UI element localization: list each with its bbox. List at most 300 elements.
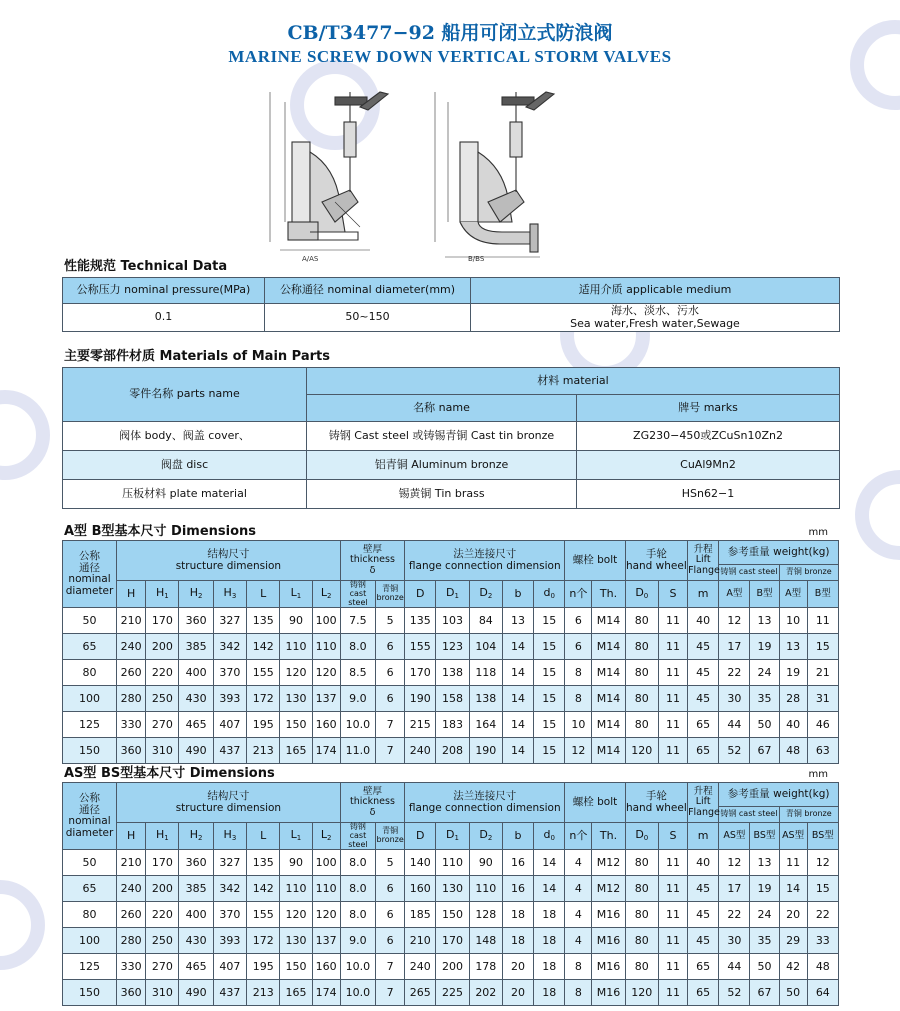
table-cell: 407: [213, 712, 246, 738]
symbol: D: [416, 829, 425, 843]
table-cell: 265: [405, 980, 436, 1006]
table-cell: 8: [565, 660, 592, 686]
table-row: [63, 954, 839, 980]
table-cell: 342: [213, 634, 246, 660]
col-c_b: [502, 823, 533, 850]
table-cell: 213: [247, 980, 280, 1006]
subscript: 0: [643, 592, 649, 601]
table-cell: 11: [658, 980, 687, 1006]
dims-asbs-heading: AS型 BS型基本尺寸 Dimensions: [64, 766, 275, 781]
table-row: [63, 738, 839, 764]
flange-en: flange connection dimension: [408, 801, 561, 814]
table-cell: 18: [534, 954, 565, 980]
col-c_Th: [592, 581, 625, 608]
table-cell: 385: [179, 634, 213, 660]
table-cell: 360: [117, 738, 146, 764]
bronze-thickness-header: [376, 823, 405, 850]
symbol: H: [155, 586, 165, 600]
table-cell: 178: [469, 954, 502, 980]
table-cell: 110: [469, 876, 502, 902]
table-cell: 45: [688, 876, 719, 902]
table-cell: 8: [565, 686, 592, 712]
symbol: d: [543, 586, 551, 600]
table-cell: 29: [779, 928, 807, 954]
bronze-en: bronze: [376, 835, 404, 845]
table-cell: 120: [312, 902, 340, 928]
table-row: [63, 850, 839, 876]
table-cell: 170: [405, 660, 436, 686]
table-cell: 48: [779, 738, 807, 764]
table-cell: 17: [719, 634, 750, 660]
table-cell: 210: [117, 850, 146, 876]
table-cell: 120: [280, 660, 312, 686]
table-cell: M12: [592, 850, 625, 876]
material-part: 压板材料 plate material: [63, 480, 307, 509]
table-cell: 16: [502, 850, 533, 876]
thickness-en: thickness: [350, 554, 395, 566]
table-cell: 6: [565, 634, 592, 660]
table-cell: 280: [117, 686, 146, 712]
weight-type-header: [807, 581, 838, 608]
symbol: D: [635, 586, 644, 600]
table-cell: 125: [63, 954, 117, 980]
subscript: 3: [231, 592, 237, 601]
symbol: S: [669, 587, 677, 601]
table-row: [63, 902, 839, 928]
weight-type: AS型: [782, 829, 805, 841]
medium-cn: 海水、淡水、污水: [611, 304, 699, 318]
subscript: 2: [198, 592, 203, 601]
table-cell: 437: [213, 980, 246, 1006]
table-cell: 15: [534, 686, 565, 712]
table-cell: 140: [405, 850, 436, 876]
table-cell: 11: [658, 686, 687, 712]
symbol: D: [446, 828, 455, 842]
col-c_L2: [312, 823, 340, 850]
table-cell: 4: [565, 876, 592, 902]
table-cell: 50: [63, 850, 117, 876]
table-cell: 15: [534, 712, 565, 738]
col-c_S: [658, 823, 687, 850]
table-cell: 8: [565, 980, 592, 1006]
cast-steel-thickness-header: [340, 823, 375, 850]
drawing-label-b: B/BS: [468, 255, 485, 263]
symbol: D: [446, 586, 455, 600]
table-cell: 8.0: [340, 902, 375, 928]
table-cell: 120: [312, 660, 340, 686]
lift-flange: Flange: [688, 564, 720, 576]
table-cell: M16: [592, 928, 625, 954]
table-cell: 65: [688, 954, 719, 980]
material-marks: HSn62−1: [577, 480, 840, 509]
table-cell: 13: [779, 634, 807, 660]
pressure-header: 公称压力 nominal pressure(MPa): [63, 278, 265, 304]
subscript: 2: [487, 592, 493, 601]
table-cell: 6: [376, 902, 405, 928]
table-cell: 110: [280, 876, 312, 902]
subscript: 1: [454, 834, 459, 843]
symbol: n个: [569, 829, 588, 843]
bolt-label: 螺栓 bolt: [572, 795, 618, 808]
symbol: b: [514, 829, 522, 843]
table-cell: 40: [688, 608, 719, 634]
table-cell: 120: [625, 738, 658, 764]
table-cell: 52: [719, 738, 750, 764]
table-cell: 208: [436, 738, 469, 764]
table-cell: 213: [247, 738, 280, 764]
table-cell: M12: [592, 876, 625, 902]
symbol: L: [320, 586, 327, 600]
table-cell: 33: [807, 928, 838, 954]
table-row: [63, 712, 839, 738]
table-cell: 14: [502, 686, 533, 712]
table-cell: 80: [625, 902, 658, 928]
col-c_D: [405, 823, 436, 850]
cast-steel-en: cast steel: [348, 588, 368, 607]
dims-ab-unit: mm: [808, 527, 828, 538]
bolt-label: 螺栓 bolt: [572, 553, 618, 566]
subscript: 0: [550, 834, 555, 843]
table-cell: 210: [405, 928, 436, 954]
lift-header: [688, 783, 719, 823]
table-cell: 80: [63, 660, 117, 686]
title-chinese: CB/T3477−92 船用可闭立式防浪阀: [287, 22, 613, 44]
table-cell: 123: [436, 634, 469, 660]
table-cell: 80: [625, 954, 658, 980]
materials-heading: 主要零部件材质 Materials of Main Parts: [64, 349, 330, 364]
col-c_D1: [436, 823, 469, 850]
symbol: H: [189, 828, 199, 842]
table-cell: 11.0: [340, 738, 375, 764]
col-c_H2: [179, 581, 213, 608]
col-c_H2: [179, 823, 213, 850]
table-cell: 90: [280, 850, 312, 876]
col-c_H: [117, 581, 146, 608]
materials-table: [62, 367, 840, 509]
symbol: Th.: [599, 587, 618, 601]
table-cell: 14: [502, 712, 533, 738]
table-cell: 45: [688, 928, 719, 954]
table-cell: 22: [719, 902, 750, 928]
table-cell: 310: [146, 980, 179, 1006]
table-cell: 342: [213, 876, 246, 902]
table-cell: 155: [405, 634, 436, 660]
table-cell: 65: [688, 738, 719, 764]
col-c_S: [658, 581, 687, 608]
table-cell: 12: [719, 608, 750, 634]
thickness-cn: 壁厚: [362, 785, 382, 797]
table-row: [63, 608, 839, 634]
table-cell: 120: [280, 902, 312, 928]
table-cell: 42: [779, 954, 807, 980]
table-cell: 100: [312, 850, 340, 876]
subscript: 2: [487, 834, 493, 843]
subscript: 2: [198, 834, 203, 843]
table-cell: 9.0: [340, 928, 375, 954]
material-name: 铸钢 Cast steel 或铸锡青铜 Cast tin bronze: [307, 422, 577, 451]
table-cell: 6: [376, 634, 405, 660]
col-c_L2: [312, 581, 340, 608]
table-cell: 18: [534, 928, 565, 954]
table-cell: 160: [405, 876, 436, 902]
table-cell: 100: [312, 608, 340, 634]
table-cell: 11: [658, 850, 687, 876]
table-cell: 11: [658, 660, 687, 686]
table-cell: 6: [565, 608, 592, 634]
weight-type: B型: [814, 587, 831, 599]
table-cell: 393: [213, 686, 246, 712]
table-cell: 11: [658, 712, 687, 738]
symbol: m: [697, 829, 709, 843]
bronze-thickness-header: [376, 581, 405, 608]
valve-drawing-a: [270, 92, 388, 250]
weight-label: 参考重量 weight(kg): [727, 545, 830, 558]
bolt-header: [565, 541, 625, 581]
table-cell: 13: [502, 608, 533, 634]
table-cell: 80: [625, 608, 658, 634]
table-cell: 5: [376, 850, 405, 876]
table-cell: 260: [117, 902, 146, 928]
table-cell: 35: [750, 686, 779, 712]
table-cell: 155: [247, 902, 280, 928]
table-cell: M14: [592, 634, 625, 660]
cast-steel-header: [719, 807, 779, 823]
lift-cn: 升程: [693, 785, 713, 797]
table-cell: 11: [779, 850, 807, 876]
material-header: 材料 material: [307, 368, 840, 395]
symbol: H: [126, 587, 136, 601]
symbol: L: [290, 828, 297, 842]
cast-steel-header: [719, 565, 779, 581]
table-cell: 110: [312, 876, 340, 902]
table-cell: 11: [658, 928, 687, 954]
cast-steel-label: 铸钢 cast steel: [720, 809, 778, 819]
table-cell: 7: [376, 712, 405, 738]
symbol: b: [514, 587, 522, 601]
table-cell: 15: [807, 876, 838, 902]
table-cell: 45: [688, 686, 719, 712]
weight-type-header: [719, 581, 750, 608]
table-cell: 45: [688, 660, 719, 686]
table-cell: 150: [63, 980, 117, 1006]
table-cell: 80: [625, 660, 658, 686]
table-cell: M14: [592, 738, 625, 764]
table-cell: 22: [807, 902, 838, 928]
thickness-en: thickness: [350, 796, 395, 808]
weight-type-header: [779, 823, 807, 850]
handwheel-cn: 手轮: [645, 789, 667, 802]
table-cell: 65: [688, 980, 719, 1006]
weight-header: [719, 541, 839, 565]
table-cell: 270: [146, 954, 179, 980]
table-cell: 148: [469, 928, 502, 954]
table-cell: 18: [502, 902, 533, 928]
cast-steel-cn: 铸钢: [349, 580, 366, 589]
table-cell: 150: [436, 902, 469, 928]
weight-type: B型: [756, 587, 773, 599]
table-cell: 18: [534, 980, 565, 1006]
table-cell: 155: [247, 660, 280, 686]
handwheel-header: [625, 541, 687, 581]
table-cell: 18: [534, 902, 565, 928]
table-cell: 138: [436, 660, 469, 686]
table-cell: 170: [146, 850, 179, 876]
weight-type: A型: [726, 587, 743, 599]
table-cell: 80: [63, 902, 117, 928]
weight-type-header: [807, 823, 838, 850]
nominal-cn: 公称: [79, 792, 101, 805]
table-cell: 80: [625, 876, 658, 902]
table-cell: 65: [63, 634, 117, 660]
table-cell: 118: [469, 660, 502, 686]
table-cell: 400: [179, 902, 213, 928]
weight-type-header: [779, 581, 807, 608]
table-cell: 160: [312, 712, 340, 738]
table-cell: 215: [405, 712, 436, 738]
table-cell: 437: [213, 738, 246, 764]
table-cell: 5: [376, 608, 405, 634]
symbol: d: [543, 828, 551, 842]
table-cell: 137: [312, 686, 340, 712]
table-cell: 137: [312, 928, 340, 954]
table-cell: 10: [779, 608, 807, 634]
table-cell: 135: [405, 608, 436, 634]
table-cell: 4: [565, 902, 592, 928]
table-cell: 360: [179, 850, 213, 876]
table-cell: 30: [719, 928, 750, 954]
table-cell: 11: [658, 738, 687, 764]
table-cell: 12: [565, 738, 592, 764]
weight-type-header: [750, 581, 779, 608]
table-cell: 110: [280, 634, 312, 660]
bronze-header: [779, 807, 838, 823]
table-cell: 138: [469, 686, 502, 712]
table-row: [63, 876, 839, 902]
table-cell: M16: [592, 980, 625, 1006]
table-cell: 240: [405, 738, 436, 764]
table-cell: 15: [534, 608, 565, 634]
table-cell: 7.5: [340, 608, 375, 634]
symbol: L: [320, 828, 327, 842]
material-part: 阀体 body、阀盖 cover、: [63, 422, 307, 451]
flange-dimension-header: [405, 541, 565, 581]
cast-steel-label: 铸钢 cast steel: [720, 567, 778, 577]
subscript: 0: [550, 592, 555, 601]
col-c_b: [502, 581, 533, 608]
lift-en: Lift: [695, 796, 711, 808]
table-cell: 183: [436, 712, 469, 738]
table-cell: 67: [750, 738, 779, 764]
nominal-cn2: 通径: [79, 803, 101, 816]
cast-steel-thickness-header: [340, 581, 375, 608]
handwheel-en: hand wheel: [625, 801, 687, 814]
table-cell: 100: [63, 686, 117, 712]
table-cell: 6: [376, 660, 405, 686]
table-cell: 370: [213, 902, 246, 928]
table-cell: 6: [376, 876, 405, 902]
table-cell: 30: [719, 686, 750, 712]
subscript: 1: [296, 592, 302, 601]
flange-cn: 法兰连接尺寸: [453, 547, 517, 560]
table-cell: 6: [376, 928, 405, 954]
subscript: 2: [326, 592, 332, 601]
table-cell: 200: [146, 634, 179, 660]
symbol: L: [290, 586, 297, 600]
marks-header: 牌号 marks: [577, 395, 840, 422]
table-cell: 18: [502, 928, 533, 954]
table-cell: 174: [312, 738, 340, 764]
watermark-logo: [0, 390, 50, 480]
table-cell: 370: [213, 660, 246, 686]
table-cell: 90: [469, 850, 502, 876]
watermark-logo: [855, 470, 900, 560]
dims-asbs-table: [62, 782, 839, 1006]
table-cell: 14: [534, 850, 565, 876]
drawing-label-a: A/AS: [302, 255, 319, 263]
table-cell: 142: [247, 876, 280, 902]
diameter-en: diameter: [65, 826, 114, 839]
col-c_d0: [534, 581, 565, 608]
table-cell: 15: [534, 634, 565, 660]
symbol: Th.: [599, 829, 618, 843]
table-cell: 65: [63, 876, 117, 902]
table-cell: 135: [247, 608, 280, 634]
symbol: D: [416, 587, 425, 601]
table-cell: 50: [750, 954, 779, 980]
material-marks: CuAl9Mn2: [577, 451, 840, 480]
pressure-value: 0.1: [63, 304, 265, 332]
table-cell: 240: [117, 876, 146, 902]
medium-en: Sea water,Fresh water,Sewage: [570, 316, 740, 330]
table-cell: 6: [376, 686, 405, 712]
table-cell: 430: [179, 928, 213, 954]
flange-en: flange connection dimension: [408, 559, 561, 572]
table-cell: 12: [807, 850, 838, 876]
table-cell: 20: [502, 954, 533, 980]
col-c_D0: [625, 823, 658, 850]
diameter-header: 公称通径 nominal diameter(mm): [265, 278, 471, 304]
table-cell: 330: [117, 954, 146, 980]
table-row: [63, 980, 839, 1006]
structure-cn: 结构尺寸: [207, 547, 250, 560]
symbol: S: [669, 829, 677, 843]
dims-ab-table: [62, 540, 839, 764]
table-cell: 490: [179, 738, 213, 764]
table-cell: 220: [146, 660, 179, 686]
col-c_L1: [280, 581, 312, 608]
medium-header: 适用介质 applicable medium: [471, 278, 840, 304]
title-english: MARINE SCREW DOWN VERTICAL STORM VALVES: [228, 47, 672, 66]
table-cell: 465: [179, 954, 213, 980]
symbol: D: [479, 586, 488, 600]
technical-data-table: [62, 277, 840, 332]
table-cell: 8.0: [340, 634, 375, 660]
table-cell: 225: [436, 980, 469, 1006]
table-cell: 202: [469, 980, 502, 1006]
symbol: H: [126, 829, 136, 843]
col-c_D1: [436, 581, 469, 608]
table-cell: 84: [469, 608, 502, 634]
table-cell: 44: [719, 954, 750, 980]
lift-header: [688, 541, 719, 581]
table-cell: 8: [565, 954, 592, 980]
col-c_L1: [280, 823, 312, 850]
table-cell: 14: [502, 738, 533, 764]
material-name: 锡黄铜 Tin brass: [307, 480, 577, 509]
col-c_n: [565, 581, 592, 608]
table-cell: 490: [179, 980, 213, 1006]
table-cell: 165: [280, 980, 312, 1006]
